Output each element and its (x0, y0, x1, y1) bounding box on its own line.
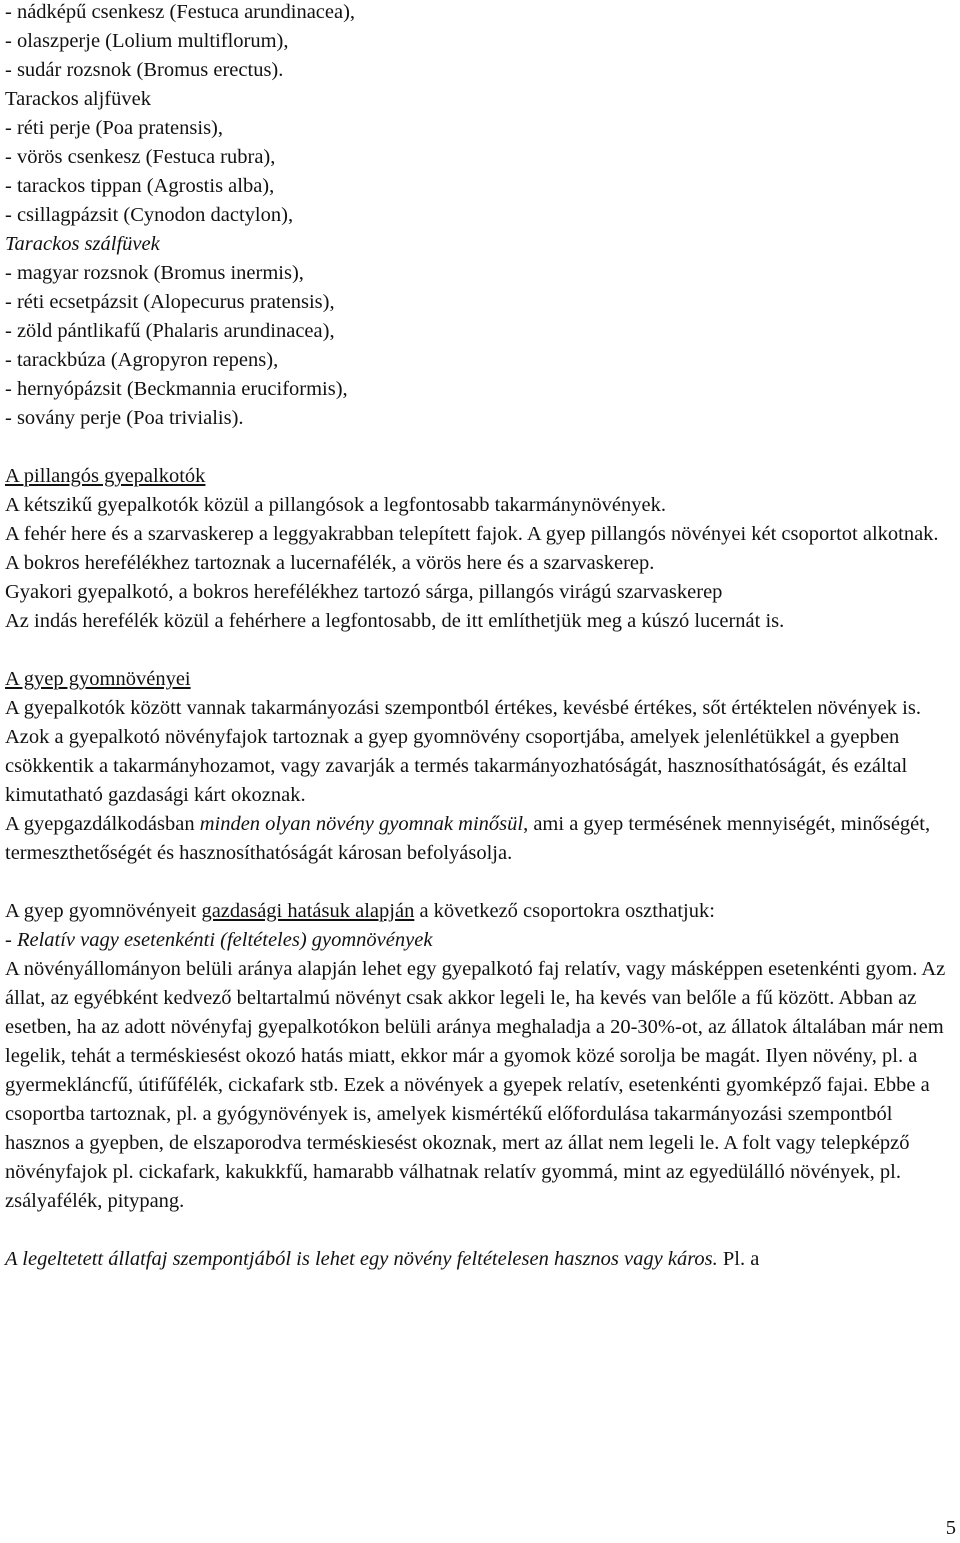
text-run: a következő csoportokra oszthatjuk: (414, 900, 715, 922)
section-csoportok (5, 897, 955, 1274)
list-item: - tarackos tippan (Agrostis alba), (5, 175, 275, 197)
paragraph (5, 810, 953, 868)
section-tarackos-aljfuvek (5, 85, 955, 230)
document-page (5, 0, 955, 1274)
list-item: - réti perje (Poa pratensis), (5, 117, 224, 139)
paragraph: Gyakori gyepalkotó, a bokros herefélékhez tartozó sárga, pillangós virágú szarvaskerep (5, 581, 723, 603)
page-number: 5 (945, 1517, 956, 1539)
subheading-italic: - Relatív vagy esetenkénti (feltételes) gyomnövények (5, 929, 433, 951)
list-item: - réti ecsetpázsit (Alopecurus pratensis), (5, 291, 335, 313)
list-item: - tarackbúza (Agropyron repens), (5, 349, 279, 371)
paragraph: Az indás herefélék közül a fehérhere a legfontosabb, de itt említhetjük meg a kúszó lucernát is. (5, 610, 785, 632)
paragraph: A kétszikű gyepalkotók közül a pillangósok a legfontosabb takarmánynövények. (5, 494, 666, 516)
section-gyomnovenyei (5, 665, 955, 868)
section-heading: A gyep gyomnövényei (5, 668, 191, 690)
list-item: - hernyópázsit (Beckmannia eruciformis), (5, 378, 348, 400)
italic-phrase: minden olyan növény gyomnak minősül (199, 813, 524, 835)
paragraph: A növényállományon belüli aránya alapján lehet egy gyepalkotó faj relatív, vagy másképpen esetenkénti gyom. Az állat, az egyébként kedvező beltartalmú növényt csak akkor legeli le, ha kevés van belőle a fű között. Abban az esetben, ha az adott növényfaj gyepalkotókon belüli aránya meghaladja a 20-30%-ot, az állatok általában már nem legelik, tehát a terméskiesést okozó hatás miatt, ekkor már a gyomok közé sorolja be magát. Ilyen növény, pl. a gyermekláncfű, útifűfélék, cickafark stb. Ezek a növények a gyepek relatív, esetenkénti gyomképző fajai. Ebbe a csoportba tartoznak, pl. a gyógynövények is, amelyek kismértékű előfordulása takarmányozási szempontból hasznos a gyepben, de elszaporodva terméskiesést okoznak, mert az állat nem legeli le. A folt vagy telepképző növényfajok pl. cickafark, kakukkfű, hamarabb válhatnak relatív gyommá, mint az egyedülálló növények, pl. zsályafélék, pitypang. (5, 958, 946, 1212)
section-pillangos (5, 462, 955, 636)
list-item: - magyar rozsnok (Bromus inermis), (5, 262, 304, 284)
species-list-top (5, 0, 955, 85)
text-run: Pl. a (717, 1248, 760, 1270)
list-item: - zöld pántlikafű (Phalaris arundinacea), (5, 320, 335, 342)
list-item: - vörös csenkesz (Festuca rubra), (5, 146, 276, 168)
list-item: - sovány perje (Poa trivialis). (5, 407, 244, 429)
subheading: Tarackos aljfüvek (5, 88, 151, 110)
list-item: - olaszperje (Lolium multiflorum), (5, 30, 289, 52)
italic-phrase: A legeltetett állatfaj szempontjából is lehet egy növény feltételesen hasznos vagy káros. (5, 1248, 718, 1270)
paragraph: A gyepalkotók között vannak takarmányozási szempontból értékes, kevésbé értékes, sőt értéktelen növények is. Azok a gyepalkotó növényfajok tartoznak a gyep gyomnövény csoportjába, amelyek jelenlétükkel a gyepben csökkentik a takarmányhozamot, vagy zavarják a termés takarmányozhatóságát, hasznosíthatóságát, és ezáltal kimutatható gazdasági kárt okoznak. (5, 697, 921, 806)
list-item: - sudár rozsnok (Bromus erectus). (5, 59, 284, 81)
subheading-italic: Tarackos szálfüvek (5, 233, 160, 255)
section-heading: A pillangós gyepalkotók (5, 465, 206, 487)
underlined-phrase: gazdasági hatásuk alapján (201, 900, 415, 922)
paragraph (5, 1245, 953, 1274)
section-tarackos-szalfuvek (5, 230, 955, 433)
paragraph (5, 897, 953, 926)
text-run: , ami a gyep termésének mennyiségét, minőségét, termeszthetőségét és hasznosíthatóságát károsan befolyásolja. (5, 813, 931, 864)
text-run: A gyep gyomnövényeit (5, 900, 202, 922)
list-item: - csillagpázsit (Cynodon dactylon), (5, 204, 294, 226)
list-item: - nádképű csenkesz (Festuca arundinacea), (5, 1, 356, 23)
paragraph: A fehér here és a szarvaskerep a leggyakrabban telepített fajok. A gyep pillangós növényei két csoportot alkotnak. A bokros herefélékhez tartoznak a lucernafélék, a vörös here és a szarvaskerep. (5, 523, 939, 574)
text-run: A gyepgazdálkodásban (5, 813, 200, 835)
